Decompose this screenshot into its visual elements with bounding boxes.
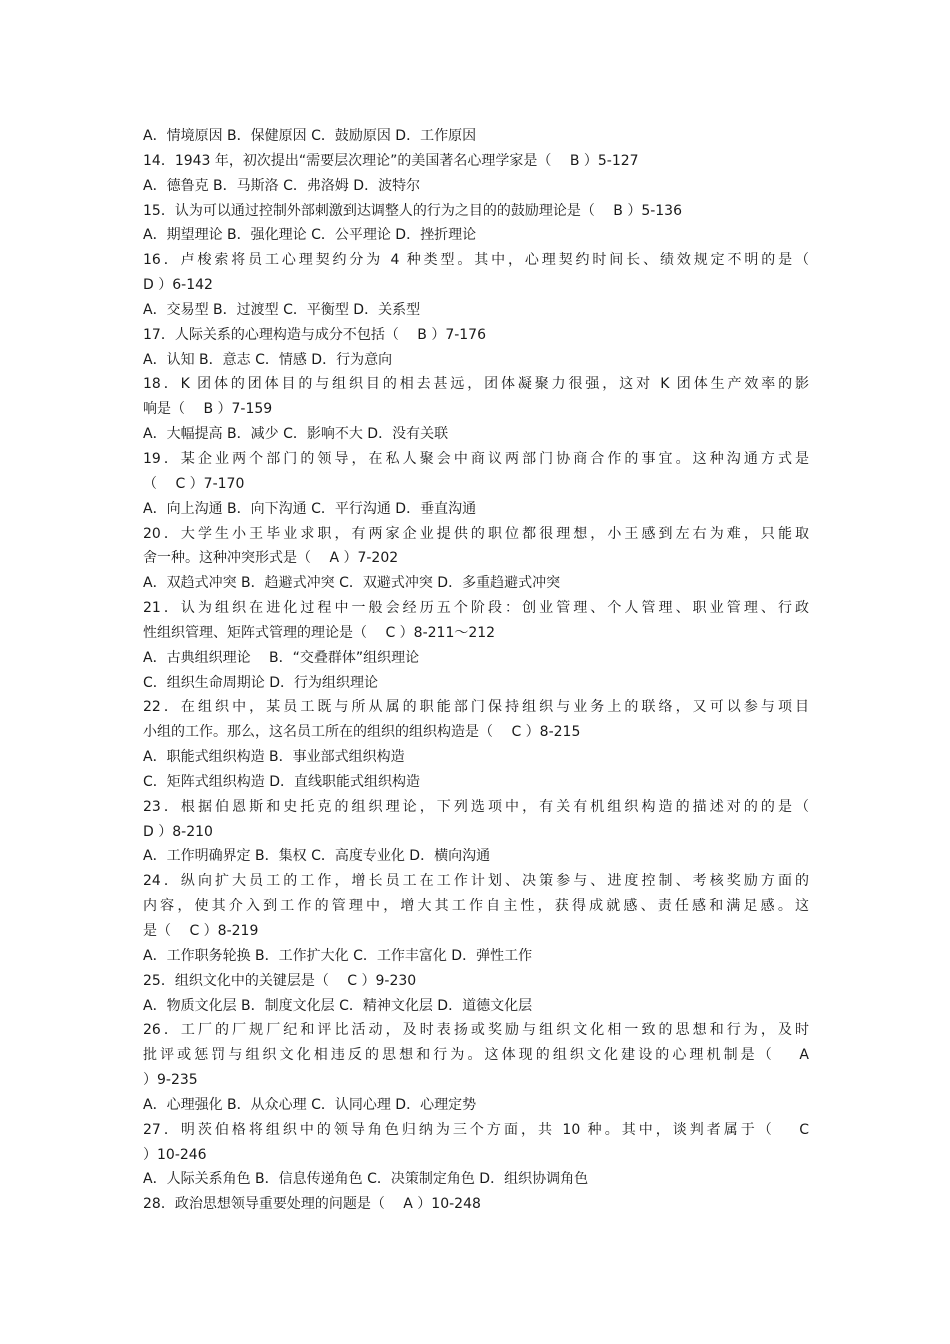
text-line: 批评或惩罚与组织文化相违反的思想和行为。这体现的组织文化建设的心理机制是（ A — [143, 1047, 809, 1064]
text-line: 26．工厂的厂规厂纪和评比活动，及时表扬或奖励与组织文化相一致的思想和行为，及时 — [143, 1022, 809, 1039]
text-line: 18．K 团体的团体目的与组织目的相去甚远，团体凝聚力很强，这对 K 团体生产效率的影 — [143, 376, 809, 393]
text-line: C．组织生命周期论 D．行为组织理论 — [143, 674, 379, 691]
text-line: A．期望理论 B．强化理论 C．公平理论 D．挫折理论 — [143, 227, 477, 244]
text-line: 28．政治思想领导重要处理的问题是（ A ）10-248 — [143, 1196, 481, 1213]
text-line: A．物质文化层 B．制度文化层 C．精神文化层 D．道德文化层 — [143, 997, 533, 1014]
text-line: A．认知 B．意志 C．情感 D．行为意向 — [143, 351, 393, 368]
text-line: A．人际关系角色 B．信息传递角色 C．决策制定角色 D．组织协调角色 — [143, 1171, 589, 1188]
text-line: 16．卢梭索将员工心理契约分为 4 种类型。其中，心理契约时间长、绩效规定不明的是（ — [143, 252, 809, 269]
text-line: 23．根据伯恩斯和史托克的组织理论，下列选项中，有关有机组织构造的描述对的的是（ — [143, 798, 809, 815]
text-line: A．交易型 B．过渡型 C．平衡型 D．关系型 — [143, 301, 421, 318]
text-line: C．矩阵式组织构造 D．直线职能式组织构造 — [143, 773, 421, 790]
text-line: 19．某企业两个部门的领导，在私人聚会中商议两部门协商合作的事宜。这种沟通方式是 — [143, 450, 809, 467]
text-line: A．向上沟通 B．向下沟通 C．平行沟通 D．垂直沟通 — [143, 500, 477, 517]
text-line: 24．纵向扩大员工的工作，增长员工在工作计划、决策参与、进度控制、考核奖励方面的 — [143, 873, 809, 890]
text-line: 22．在组织中，某员工既与所从属的职能部门保持组织与业务上的联络，又可以参与项目 — [143, 699, 809, 716]
text-line: 响是（ B ）7-159 — [143, 401, 273, 418]
text-line: 15．认为可以通过控制外部刺激到达调整人的行为之目的的鼓励理论是（ B ）5-136 — [143, 202, 682, 219]
text-line: A．工作明确界定 B．集权 C．高度专业化 D．横向沟通 — [143, 848, 491, 865]
text-line: 14．1943 年，初次提出“需要层次理论”的美国著名心理学家是（ B ）5-127 — [143, 152, 639, 169]
text-line: 17．人际关系的心理构造与成分不包括（ B ）7-176 — [143, 326, 486, 343]
text-line: （ C ）7-170 — [143, 475, 245, 492]
text-line: A．大幅提高 B．减少 C．影响不大 D．没有关联 — [143, 426, 449, 443]
text-line: 20．大学生小王毕业求职，有两家企业提供的职位都很理想，小王感到左右为难，只能取 — [143, 525, 809, 542]
text-line: A．工作职务轮换 B．工作扩大化 C．工作丰富化 D．弹性工作 — [143, 947, 533, 964]
text-line: 内容，使其介入到工作的管理中，增大其工作自主性，获得成就感、责任感和满足感。这 — [143, 898, 809, 915]
text-line: 舍一种。这种冲突形式是（ A ）7-202 — [143, 550, 399, 567]
text-line: A．德鲁克 B．马斯洛 C．弗洛姆 D．波特尔 — [143, 177, 421, 194]
text-line: 性组织管理、矩阵式管理的理论是（ C ）8-211～212 — [143, 624, 496, 641]
text-line: 27．明茨伯格将组织中的领导角色归纳为三个方面，共 10 种。其中，谈判者属于（ C — [143, 1121, 809, 1138]
document-page — [143, 124, 809, 1217]
text-line: ）10-246 — [143, 1146, 207, 1163]
text-line: A．古典组织理论 B．“交叠群体”组织理论 — [143, 649, 420, 666]
text-line: D ）8-210 — [143, 823, 213, 840]
text-line: 25．组织文化中的关键层是（ C ）9-230 — [143, 972, 417, 989]
text-line: D ）6-142 — [143, 277, 213, 294]
text-line: 21．认为组织在进化过程中一般会经历五个阶段：创业管理、个人管理、职业管理、行政 — [143, 600, 809, 617]
text-line: A．职能式组织构造 B．事业部式组织构造 — [143, 749, 405, 766]
text-line: 是（ C ）8-219 — [143, 923, 259, 939]
text-line: A．双趋式冲突 B．趋避式冲突 C．双避式冲突 D．多重趋避式冲突 — [143, 575, 561, 592]
text-line: ）9-235 — [143, 1072, 198, 1089]
text-line: 小组的工作。那么，这名员工所在的组织的组织构造是（ C ）8-215 — [143, 724, 581, 741]
text-line: A．心理强化 B．从众心理 C．认同心理 D．心理定势 — [143, 1096, 477, 1113]
text-line: A．情境原因 B．保健原因 C．鼓励原因 D．工作原因 — [143, 128, 477, 144]
